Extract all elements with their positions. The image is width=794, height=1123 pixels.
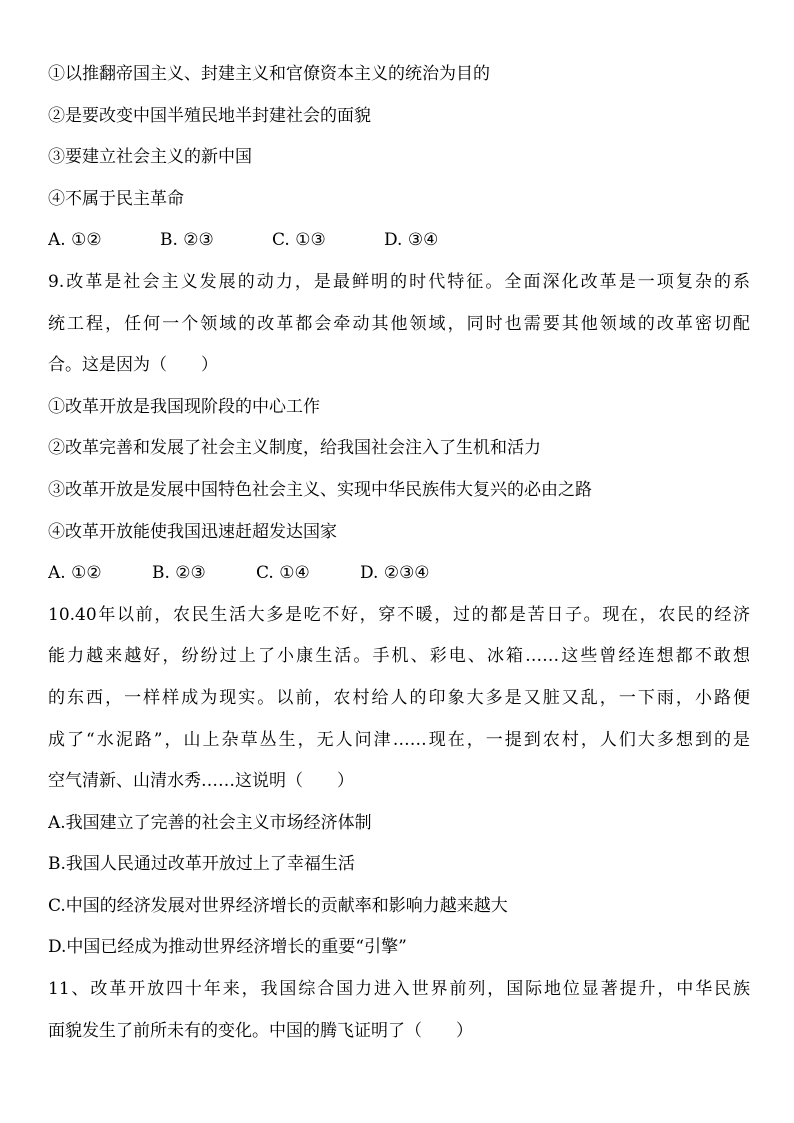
q9-option-c: C. ①④ [256,563,310,584]
q10-stem-line-4: 成了“水泥路”，山上杂草丛生，无人问津……现在，一提到农村，人们大多想到的是 [48,729,750,750]
q11-stem [48,969,750,1052]
q9-item-4: ④改革开放能使我国迅速赶超发达国家 [48,521,337,542]
q10-option-b: B.我国人民通过改革开放过上了幸福生活 [48,854,355,875]
q11-stem-line-1: 11、改革开放四十年来，我国综合国力进入世界前列，国际地位显著提升，中华民族 [48,979,750,1000]
q8-item-1: ①以推翻帝国主义、封建主义和官僚资本主义的统治为目的 [48,64,490,84]
q8-item-4: ④不属于民主革命 [48,188,184,209]
q10-option-a: A.我国建立了完善的社会主义市场经济体制 [48,812,372,833]
q8-item-2: ②是要改变中国半殖民地半封建社会的面貌 [48,105,371,126]
q10-stem-line-1: 10.40年以前，农民生活大多是吃不好，穿不暖，过的都是苦日子。现在，农民的经济 [48,604,750,625]
q9-stem-line-1: 9.改革是社会主义发展的动力，是最鲜明的时代特征。全面深化改革是一项复杂的系 [48,271,750,292]
q8-option-d: D. ③④ [384,230,439,251]
q9-option-b: B. ②③ [152,563,206,584]
q9-stem-line-2: 统工程，任何一个领域的改革都会牵动其他领域，同时也需要其他领域的改革密切配 [48,313,750,334]
q8-option-a: A. ①② [48,230,102,251]
q8-option-c: C. ①③ [272,230,326,251]
q8-item-3: ③要建立社会主义的新中国 [48,147,252,168]
q9-option-a: A. ①② [48,563,102,584]
q9-options [48,553,750,595]
q9-stem [48,262,750,387]
question-document [48,54,750,1052]
q8-options [48,220,750,262]
q9-item-3: ③改革开放是发展中国特色社会主义、实现中华民族伟大复兴的必由之路 [48,479,592,500]
q10-options [48,803,750,969]
q9-items [48,387,750,553]
q10-option-d: D.中国已经成为推动世界经济增长的重要“引擎” [48,937,407,958]
q9-stem-line-3: 合。这是因为（ ） [48,355,218,376]
q10-stem [48,595,750,803]
q9-option-d: D. ②③④ [360,563,430,584]
q9-item-1: ①改革开放是我国现阶段的中心工作 [48,396,320,417]
q8-option-b: B. ②③ [160,230,214,251]
q10-stem-line-2: 能力越来越好，纷纷过上了小康生活。手机、彩电、冰箱……这些曾经连想都不敢想 [48,646,750,667]
q9-item-2: ②改革完善和发展了社会主义制度，给我国社会注入了生机和活力 [48,438,541,459]
q11-stem-line-2: 面貌发生了前所未有的变化。中国的腾飞证明了（ ） [48,1020,473,1041]
q8-items [48,54,750,220]
q10-stem-line-5: 空气清新、山清水秀……这说明（ ） [48,771,354,792]
q10-stem-line-3: 的东西，一样样成为现实。以前，农村给人的印象大多是又脏又乱，一下雨，小路便 [48,687,750,708]
q10-option-c: C.中国的经济发展对世界经济增长的贡献率和影响力越来越大 [48,895,508,916]
